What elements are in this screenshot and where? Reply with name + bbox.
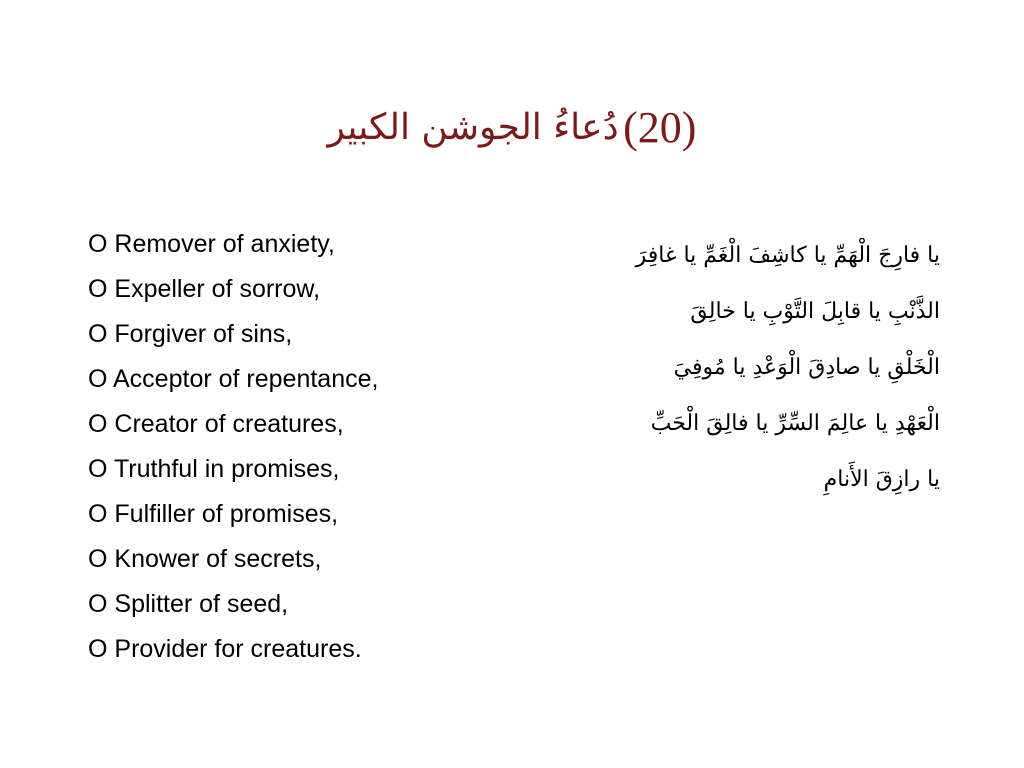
arabic-line: الْخَلْقِ يا صادِقَ الْوَعْدِ يا مُوفِيَ bbox=[673, 355, 940, 380]
english-line: O Truthful in promises, bbox=[88, 455, 340, 483]
english-line: O Fulfiller of promises, bbox=[88, 500, 339, 528]
english-line: O Splitter of seed, bbox=[88, 590, 289, 618]
title-arabic: دُعاءُ الجوشن الكبير bbox=[327, 107, 619, 148]
english-line: O Expeller of sorrow, bbox=[88, 275, 321, 303]
title-container bbox=[328, 88, 697, 168]
title-number: (20) bbox=[623, 103, 697, 152]
english-line: O Knower of secrets, bbox=[88, 545, 322, 573]
english-translation-list bbox=[88, 222, 508, 672]
slide-title bbox=[0, 88, 1024, 168]
arabic-line: يا فارِجَ الْهَمِّ يا كاشِفَ الْغَمِّ يا غافِرَ bbox=[635, 243, 940, 268]
english-line: O Forgiver of sins, bbox=[88, 320, 293, 348]
arabic-line: الذَّنْبِ يا قابِلَ التَّوْبِ يا خالِقَ bbox=[690, 299, 940, 324]
arabic-line: يا رازِقَ الأَنامِ bbox=[823, 467, 940, 492]
english-line: O Creator of creatures, bbox=[88, 410, 344, 438]
arabic-text-block bbox=[520, 228, 940, 508]
arabic-line: الْعَهْدِ يا عالِمَ السِّرِّ يا فالِقَ الْحَبِّ bbox=[650, 411, 940, 436]
english-line: O Acceptor of repentance, bbox=[88, 365, 379, 393]
english-line: O Provider for creatures. bbox=[88, 635, 362, 663]
english-line: O Remover of anxiety, bbox=[88, 230, 335, 258]
